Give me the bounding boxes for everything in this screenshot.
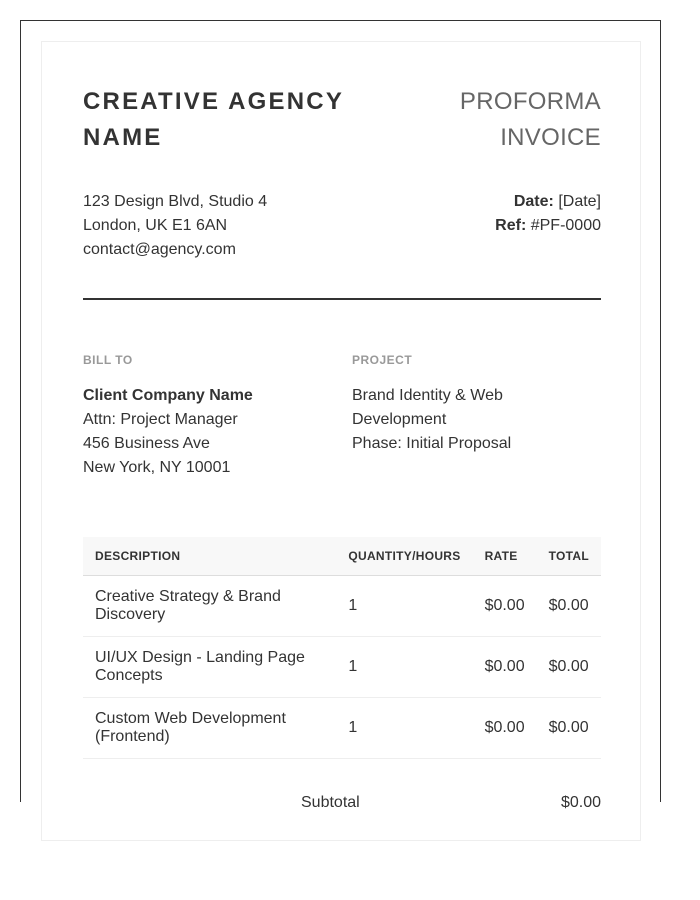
bill-to-block bbox=[83, 384, 253, 480]
table-row bbox=[83, 637, 601, 698]
line-items-table bbox=[83, 537, 601, 759]
header-rate: RATE bbox=[473, 537, 537, 576]
subtotal-value: $0.00 bbox=[560, 794, 601, 811]
company-address bbox=[83, 190, 267, 262]
row-rate: $0.00 bbox=[473, 576, 537, 637]
row-quantity: 1 bbox=[336, 637, 472, 698]
document-viewport[interactable] bbox=[20, 20, 661, 811]
row-description: Custom Web Development (Frontend) bbox=[83, 698, 336, 759]
row-description: Creative Strategy & Brand Discovery bbox=[83, 576, 336, 637]
date-row bbox=[495, 190, 601, 214]
subtotal-label: Subtotal bbox=[301, 794, 360, 811]
invoice-content bbox=[83, 42, 601, 811]
document-title-line1: PROFORMA bbox=[459, 88, 601, 115]
header-divider bbox=[83, 298, 601, 300]
row-total: $0.00 bbox=[537, 637, 601, 698]
company-address-line2: London, UK E1 6AN bbox=[83, 217, 228, 234]
row-quantity: 1 bbox=[336, 576, 472, 637]
row-rate: $0.00 bbox=[473, 698, 537, 759]
date-value: [Date] bbox=[558, 193, 601, 210]
company-email: contact@agency.com bbox=[83, 241, 236, 258]
project-phase: Phase: Initial Proposal bbox=[352, 435, 512, 452]
bill-to-label: BILL TO bbox=[83, 353, 133, 367]
document-meta bbox=[495, 190, 601, 238]
table-row bbox=[83, 698, 601, 759]
project-block bbox=[352, 384, 601, 456]
document-title-line2: INVOICE bbox=[500, 124, 601, 151]
ref-row bbox=[495, 214, 601, 238]
table-row bbox=[83, 576, 601, 637]
header-total: TOTAL bbox=[537, 537, 601, 576]
ref-value: #PF-0000 bbox=[530, 217, 601, 234]
invoice-header bbox=[83, 42, 601, 300]
table-header-row bbox=[83, 537, 601, 576]
document-title bbox=[381, 84, 601, 156]
invoice-page bbox=[41, 41, 641, 841]
row-description: UI/UX Design - Landing Page Concepts bbox=[83, 637, 336, 698]
project-name: Brand Identity & Web Development bbox=[352, 387, 503, 428]
row-quantity: 1 bbox=[336, 698, 472, 759]
company-address-line1: 123 Design Blvd, Studio 4 bbox=[83, 193, 268, 210]
date-label: Date: bbox=[513, 193, 554, 210]
client-company: Client Company Name bbox=[83, 387, 253, 404]
project-label: PROJECT bbox=[352, 353, 413, 367]
row-rate: $0.00 bbox=[473, 637, 537, 698]
client-address-line1: 456 Business Ave bbox=[83, 435, 210, 452]
client-attn: Attn: Project Manager bbox=[83, 411, 238, 428]
header-quantity: QUANTITY/HOURS bbox=[336, 537, 472, 576]
ref-label: Ref: bbox=[495, 217, 527, 234]
client-address-line2: New York, NY 10001 bbox=[83, 459, 231, 476]
header-description: DESCRIPTION bbox=[83, 537, 336, 576]
company-name: CREATIVE AGENCY NAME bbox=[83, 88, 344, 151]
row-total: $0.00 bbox=[537, 576, 601, 637]
row-total: $0.00 bbox=[537, 698, 601, 759]
